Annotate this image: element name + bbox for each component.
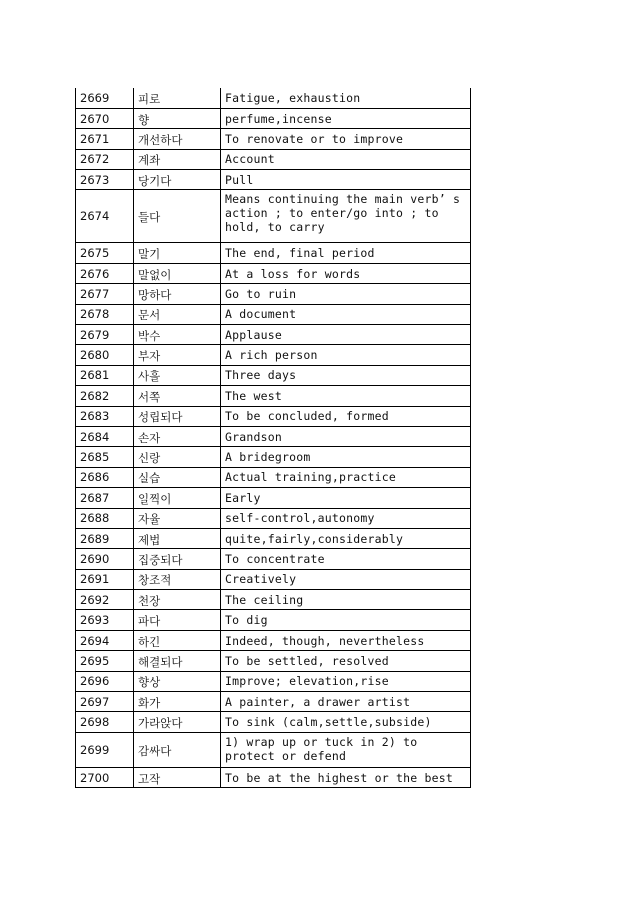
english-meaning: To sink (calm,settle,subside) bbox=[221, 712, 471, 732]
english-meaning: Indeed, though, nevertheless bbox=[221, 630, 471, 650]
entry-number: 2699 bbox=[76, 732, 134, 767]
korean-word: 자율 bbox=[134, 508, 221, 528]
korean-word: 문서 bbox=[134, 304, 221, 324]
korean-word: 박수 bbox=[134, 325, 221, 345]
entry-number: 2698 bbox=[76, 712, 134, 732]
english-meaning: A rich person bbox=[221, 345, 471, 365]
vocabulary-table bbox=[75, 88, 471, 788]
table-row bbox=[76, 610, 471, 630]
entry-number: 2677 bbox=[76, 284, 134, 304]
entry-number: 2695 bbox=[76, 651, 134, 671]
table-row bbox=[76, 508, 471, 528]
english-meaning: Pull bbox=[221, 170, 471, 190]
english-meaning: The west bbox=[221, 386, 471, 406]
english-meaning: A painter, a drawer artist bbox=[221, 692, 471, 712]
english-meaning: To be concluded, formed bbox=[221, 406, 471, 426]
table-row bbox=[76, 569, 471, 589]
korean-word: 성립되다 bbox=[134, 406, 221, 426]
table-row bbox=[76, 170, 471, 190]
entry-number: 2680 bbox=[76, 345, 134, 365]
english-meaning: At a loss for words bbox=[221, 263, 471, 283]
english-meaning: self-control,autonomy bbox=[221, 508, 471, 528]
entry-number: 2687 bbox=[76, 488, 134, 508]
korean-word: 창조적 bbox=[134, 569, 221, 589]
entry-number: 2682 bbox=[76, 386, 134, 406]
english-meaning: quite,fairly,considerably bbox=[221, 528, 471, 548]
korean-word: 실습 bbox=[134, 467, 221, 487]
table-row bbox=[76, 190, 471, 243]
table-row bbox=[76, 243, 471, 263]
entry-number: 2693 bbox=[76, 610, 134, 630]
korean-word: 가라앉다 bbox=[134, 712, 221, 732]
english-meaning: Grandson bbox=[221, 426, 471, 446]
korean-word: 피로 bbox=[134, 88, 221, 108]
table-row bbox=[76, 590, 471, 610]
table-row bbox=[76, 692, 471, 712]
korean-word: 사흘 bbox=[134, 365, 221, 385]
table-row bbox=[76, 325, 471, 345]
korean-word: 해결되다 bbox=[134, 651, 221, 671]
table-row bbox=[76, 630, 471, 650]
korean-word: 파다 bbox=[134, 610, 221, 630]
entry-number: 2669 bbox=[76, 88, 134, 108]
english-meaning: Go to ruin bbox=[221, 284, 471, 304]
korean-word: 망하다 bbox=[134, 284, 221, 304]
entry-number: 2678 bbox=[76, 304, 134, 324]
english-meaning: To be settled, resolved bbox=[221, 651, 471, 671]
entry-number: 2671 bbox=[76, 129, 134, 149]
english-meaning: To concentrate bbox=[221, 549, 471, 569]
table-row bbox=[76, 263, 471, 283]
entry-number: 2700 bbox=[76, 767, 134, 787]
table-row bbox=[76, 426, 471, 446]
vocabulary-table-body bbox=[76, 88, 471, 788]
korean-word: 들다 bbox=[134, 190, 221, 243]
entry-number: 2681 bbox=[76, 365, 134, 385]
english-meaning: To dig bbox=[221, 610, 471, 630]
entry-number: 2674 bbox=[76, 190, 134, 243]
korean-word: 감싸다 bbox=[134, 732, 221, 767]
korean-word: 당기다 bbox=[134, 170, 221, 190]
english-meaning: Improve; elevation,rise bbox=[221, 671, 471, 691]
korean-word: 서쪽 bbox=[134, 386, 221, 406]
english-meaning: A bridegroom bbox=[221, 447, 471, 467]
korean-word: 화가 bbox=[134, 692, 221, 712]
entry-number: 2679 bbox=[76, 325, 134, 345]
entry-number: 2672 bbox=[76, 149, 134, 169]
english-meaning: perfume,incense bbox=[221, 108, 471, 128]
entry-number: 2694 bbox=[76, 630, 134, 650]
table-row bbox=[76, 488, 471, 508]
entry-number: 2675 bbox=[76, 243, 134, 263]
english-meaning: Three days bbox=[221, 365, 471, 385]
korean-word: 계좌 bbox=[134, 149, 221, 169]
table-row bbox=[76, 732, 471, 767]
entry-number: 2686 bbox=[76, 467, 134, 487]
entry-number: 2692 bbox=[76, 590, 134, 610]
korean-word: 하긴 bbox=[134, 630, 221, 650]
korean-word: 집중되다 bbox=[134, 549, 221, 569]
english-meaning: A document bbox=[221, 304, 471, 324]
korean-word: 말없이 bbox=[134, 263, 221, 283]
entry-number: 2676 bbox=[76, 263, 134, 283]
table-row bbox=[76, 447, 471, 467]
english-meaning: To renovate or to improve bbox=[221, 129, 471, 149]
entry-number: 2690 bbox=[76, 549, 134, 569]
table-row bbox=[76, 767, 471, 787]
table-row bbox=[76, 467, 471, 487]
table-row bbox=[76, 671, 471, 691]
table-row bbox=[76, 284, 471, 304]
korean-word: 제법 bbox=[134, 528, 221, 548]
table-row bbox=[76, 712, 471, 732]
korean-word: 향 bbox=[134, 108, 221, 128]
english-meaning: Applause bbox=[221, 325, 471, 345]
table-row bbox=[76, 129, 471, 149]
english-meaning: Means continuing the main verb’ s action ; to enter/go into ; to hold, to carry bbox=[221, 190, 471, 243]
korean-word: 일찍이 bbox=[134, 488, 221, 508]
table-row bbox=[76, 365, 471, 385]
english-meaning: Creatively bbox=[221, 569, 471, 589]
english-meaning: The end, final period bbox=[221, 243, 471, 263]
korean-word: 향상 bbox=[134, 671, 221, 691]
table-row bbox=[76, 108, 471, 128]
korean-word: 부자 bbox=[134, 345, 221, 365]
table-row bbox=[76, 345, 471, 365]
table-row bbox=[76, 528, 471, 548]
table-row bbox=[76, 386, 471, 406]
entry-number: 2673 bbox=[76, 170, 134, 190]
korean-word: 말기 bbox=[134, 243, 221, 263]
entry-number: 2697 bbox=[76, 692, 134, 712]
entry-number: 2691 bbox=[76, 569, 134, 589]
korean-word: 신랑 bbox=[134, 447, 221, 467]
english-meaning: Account bbox=[221, 149, 471, 169]
korean-word: 천장 bbox=[134, 590, 221, 610]
table-row bbox=[76, 149, 471, 169]
english-meaning: 1) wrap up or tuck in 2) to protect or defend bbox=[221, 732, 471, 767]
table-row bbox=[76, 406, 471, 426]
table-row bbox=[76, 88, 471, 108]
entry-number: 2689 bbox=[76, 528, 134, 548]
entry-number: 2683 bbox=[76, 406, 134, 426]
korean-word: 손자 bbox=[134, 426, 221, 446]
entry-number: 2688 bbox=[76, 508, 134, 528]
english-meaning: To be at the highest or the best bbox=[221, 767, 471, 787]
english-meaning: Fatigue, exhaustion bbox=[221, 88, 471, 108]
table-row bbox=[76, 651, 471, 671]
korean-word: 개선하다 bbox=[134, 129, 221, 149]
korean-word: 고작 bbox=[134, 767, 221, 787]
english-meaning: The ceiling bbox=[221, 590, 471, 610]
table-row bbox=[76, 304, 471, 324]
entry-number: 2696 bbox=[76, 671, 134, 691]
english-meaning: Actual training,practice bbox=[221, 467, 471, 487]
english-meaning: Early bbox=[221, 488, 471, 508]
entry-number: 2684 bbox=[76, 426, 134, 446]
entry-number: 2670 bbox=[76, 108, 134, 128]
table-row bbox=[76, 549, 471, 569]
entry-number: 2685 bbox=[76, 447, 134, 467]
